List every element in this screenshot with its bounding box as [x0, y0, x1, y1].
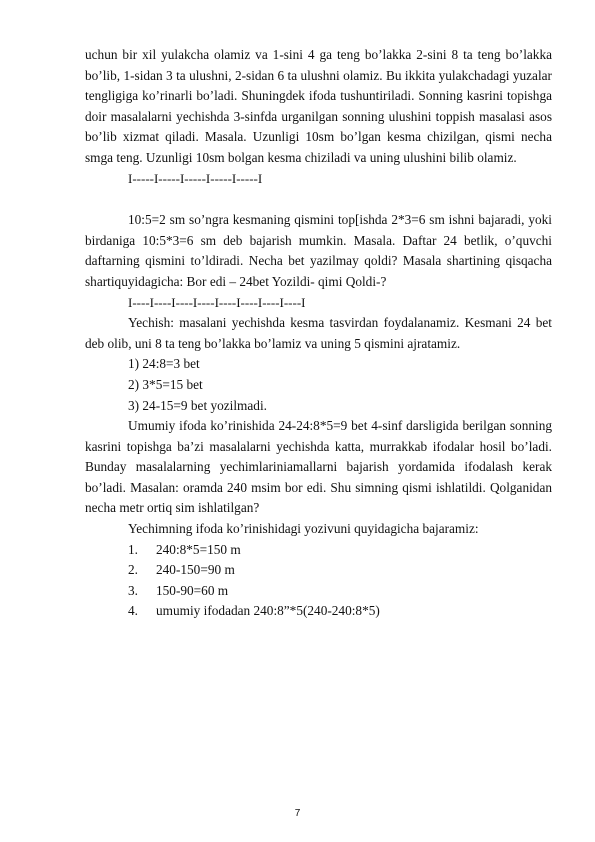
list-text: 240:8*5=150 m [156, 541, 241, 557]
list-number: 4. [128, 603, 138, 619]
expression-steps-list [85, 540, 552, 622]
list-item: 3) 24-15=9 bet yozilmadi. [128, 397, 267, 413]
list-item [85, 560, 552, 581]
list-item: 2) 3*5=15 bet [128, 376, 203, 392]
document-body [85, 45, 552, 622]
list-text: 240-150=90 m [156, 562, 235, 578]
list-text: 150-90=60 m [156, 582, 229, 598]
segment-diagram-1: I-----I-----I-----I-----I-----I [128, 170, 263, 186]
list-item [85, 601, 552, 622]
paragraph: Umumiy ifoda ko’rinishida 24-24:8*5=9 bet 4-sinf darsligida berilgan sonning kasrini topishga ba’zi masalalarni yechishda katta, murrakkab ifodalar hosil bo’ladi. Bunday masalalarning yechimlariniamallarni bajarish yordamida ifodalash kerak bo’ladi. Masalan: oramda 240 msim bor edi. Shu simning qismi ishlatildi. Qolganidan necha metr ortiq sim ishlatilgan? [85, 418, 552, 516]
segment-diagram-2: I----I----I----I----I----I----I----I----I [128, 294, 306, 310]
list-item: 1) 24:8=3 bet [128, 356, 200, 372]
page-number: 7 [294, 808, 301, 819]
list-item [85, 581, 552, 602]
list-number: 1. [128, 541, 138, 557]
paragraph: uchun bir xil yulakcha olamiz va 1-sini 4 ga teng bo’lakka 2-sini 8 ta teng bo’lakka bo’lib, 1-sidan 3 ta ulushni, 2-sidan 6 ta ulushni olamiz. Bu ikkita yulakchadagi yuzalar tengligiga ko’rinarli bo’ladi. Shuningdek ifoda tushuntiriladi. Sonning kasrini topishga doir masalalarni yechishda 3-sinfda urganilgan sonning ulushini toppish masalasi asos bo’lib xizmat qiladi. Masala. Uzunligi 10sm bo’lgan kesma chizilgan, qismi necha smga teng. Uzunligi 10sm bolgan kesma chiziladi va uning ulushini bilib olamiz. [85, 47, 552, 165]
paragraph: Yechimning ifoda ko’rinishidagi yozivuni quyidagicha bajaramiz: [128, 521, 479, 537]
list-number: 3. [128, 582, 138, 598]
blank-line [85, 189, 552, 210]
list-text: umumiy ifodadan 240:8”*5(240-240:8*5) [156, 603, 380, 619]
solution-steps-list [85, 354, 552, 416]
list-item [85, 540, 552, 561]
paragraph: 10:5=2 sm so’ngra kesmaning qismini top[ishda 2*3=6 sm ishni bajaradi, yoki birdaniga 10:5*3=6 sm deb bajarish mumkin. Masala. Daftar 24 betlik, o’quvchi daftarning qismini to’ldiradi. Necha bet yazilmay qoldi? Masala shartining qisqacha shartiquyidagicha: Bor edi – 24bet Yozildi- qimi Qoldi-? [85, 212, 552, 289]
list-number: 2. [128, 562, 138, 578]
paragraph: Yechish: masalani yechishda kesma tasvirdan foydalanamiz. Kesmani 24 bet deb olib, uni 8 ta teng bo’lakka bo’lamiz va uning 5 qismini ajratamiz. [85, 315, 552, 351]
